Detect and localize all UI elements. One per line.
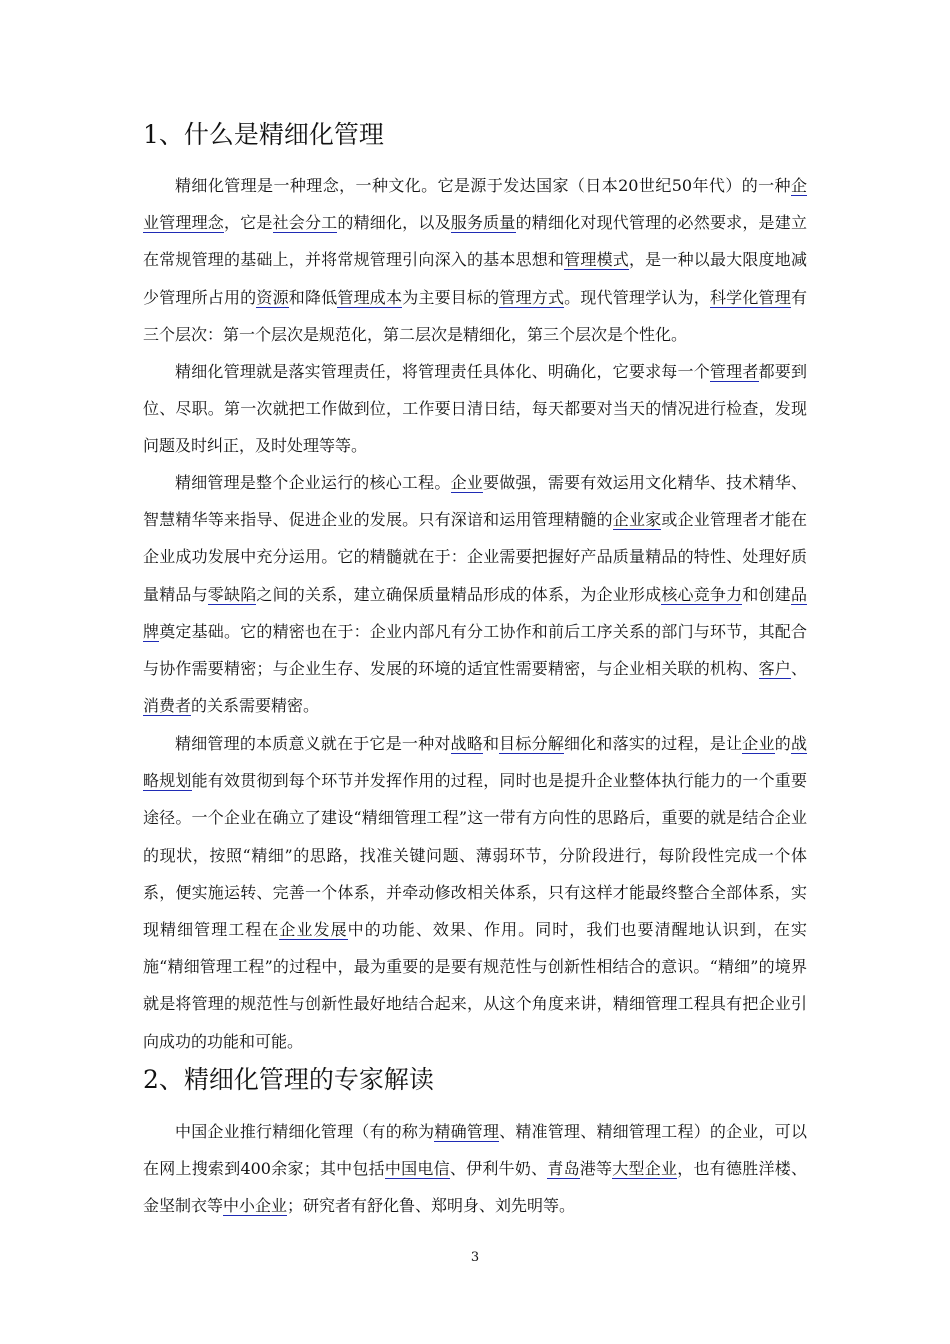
text-run: 和降低 xyxy=(288,287,338,307)
hyperlink[interactable]: 客户 xyxy=(758,659,791,679)
hyperlink[interactable]: 精确管理 xyxy=(434,1122,500,1141)
text-run: 或企业管理者才能在企业成功发展中充分运用。它的精髓就在于：企业需要把握好产品质量精品的特性、处理好质量精品与 xyxy=(143,510,807,604)
hyperlink[interactable]: 企业发展 xyxy=(279,920,348,940)
text-run: 奠定基础。它的精密也在于：企业内部凡有分工协作和前后工序关系的部门与环节，其配合与协作需要精密；与企业生存、发展的环境的适宜性需要精密，与企业相关联的机构、 xyxy=(143,621,807,679)
text-run: 港等 xyxy=(579,1159,613,1179)
hyperlink[interactable]: 企业管理理念 xyxy=(143,176,807,233)
text-run: ，是一种以最大限度地减少管理所占用的 xyxy=(143,250,807,307)
hyperlink[interactable]: 科学化管理 xyxy=(709,287,791,307)
section-1-heading: 1、什么是精细化管理 xyxy=(143,120,384,149)
hyperlink[interactable]: 服务质量 xyxy=(450,213,516,233)
hyperlink[interactable]: 青岛 xyxy=(547,1159,580,1179)
section-1-paragraph-4 xyxy=(143,725,807,1060)
hyperlink[interactable]: 管理方式 xyxy=(499,287,565,307)
hyperlink[interactable]: 核心竞争力 xyxy=(661,584,743,604)
text-run: ；研究者有舒化鲁、郑明身、刘先明等。 xyxy=(287,1196,576,1216)
text-run: 、精准管理、精细管理工程）的企业，可以在网上搜索到400余家；其中包括 xyxy=(143,1122,807,1179)
text-run: 有三个层次：第一个层次是规范化，第二层次是精细化，第三个层次是个性化。 xyxy=(143,287,807,344)
hyperlink[interactable]: 中小企业 xyxy=(223,1196,288,1216)
text-run: 、 xyxy=(790,659,807,679)
text-run: 为主要目标的 xyxy=(402,287,500,307)
text-run: 精细管理的本质意义就在于它是一种对 xyxy=(175,734,451,753)
text-run: 要做强，需要有效运用文化精华、技术精华、智慧精华等来指导、促进企业的发展。只有深谙和运用管理精髓的 xyxy=(143,473,807,530)
section-1-paragraph-3 xyxy=(143,464,807,724)
hyperlink[interactable]: 社会分工 xyxy=(272,213,338,233)
text-run: 的 xyxy=(774,734,791,753)
hyperlink[interactable]: 战略规划 xyxy=(143,734,807,791)
section-2-heading: 2、精细化管理的专家解读 xyxy=(143,1065,434,1094)
text-run: 和创建 xyxy=(742,584,791,604)
section-1-paragraph-1 xyxy=(143,167,807,353)
hyperlink[interactable]: 资源 xyxy=(256,287,289,307)
hyperlink[interactable]: 企业 xyxy=(450,473,483,492)
text-run: 、伊利牛奶、 xyxy=(449,1159,548,1179)
hyperlink[interactable]: 管理模式 xyxy=(564,250,629,270)
hyperlink[interactable]: 管理成本 xyxy=(337,287,403,307)
text-run: 精细化管理是一种理念，一种文化。它是源于发达国家（日本20世纪50年代）的一种 xyxy=(175,176,791,195)
text-run: 中国企业推行精细化管理（有的称为 xyxy=(175,1122,435,1141)
text-run: 和 xyxy=(482,734,500,753)
hyperlink[interactable]: 大型企业 xyxy=(612,1159,678,1179)
hyperlink[interactable]: 零缺陷 xyxy=(207,584,257,604)
page-number: 3 xyxy=(470,1250,480,1265)
hyperlink[interactable]: 战略 xyxy=(450,734,483,753)
text-run: 精细化管理就是落实管理责任，将管理责任具体化、明确化，它要求每一个 xyxy=(175,362,710,381)
section-2-paragraph-1 xyxy=(143,1113,807,1225)
hyperlink[interactable]: 消费者 xyxy=(143,696,192,716)
text-run: 精细管理是整个企业运行的核心工程。 xyxy=(175,473,451,492)
hyperlink[interactable]: 目标分解 xyxy=(499,734,565,753)
text-run: 的精细化，以及 xyxy=(337,213,451,233)
text-run: 。现代管理学认为， xyxy=(564,287,710,307)
text-run: ，也有德胜洋楼、金坚制衣等 xyxy=(143,1159,807,1216)
text-run: 都要到位、尽职。第一次就把工作做到位，工作要日清日结，每天都要对当天的情况进行检查，发现问题及时纠正，及时处理等等。 xyxy=(143,362,807,456)
text-run: 的关系需要精密。 xyxy=(191,696,320,716)
text-run: 之间的关系，建立确保质量精品形成的体系，为企业形成 xyxy=(256,584,662,604)
text-run: 能有效贯彻到每个环节并发挥作用的过程，同时也是提升企业整体执行能力的一个重要途径。一个企业在确立了建设“精细管理工程”这一带有方向性的思路后，重要的就是结合企业的现状，按照“精细”的思路，找准关键问题、薄弱环节，分阶段进行，每阶段性完成一个体系，便实施运转、完善一个体系，并牵动修改相关体系，只有这样才能最终整合全部体系，实现精细管理工程在 xyxy=(143,771,807,940)
section-1-paragraph-2 xyxy=(143,353,807,465)
hyperlink[interactable]: 企业 xyxy=(742,734,775,753)
hyperlink[interactable]: 企业家 xyxy=(612,510,662,530)
hyperlink[interactable]: 品牌 xyxy=(143,584,807,641)
text-run: 中的功能、效果、作用。同时，我们也要清醒地认识到，在实施“精细管理工程”的过程中，最为重要的是要有规范性与创新性相结合的意识。“精细”的境界就是将管理的规范性与创新性最好地结合起来，从这个角度来讲，精细管理工程具有把企业引向成功的功能和可能。 xyxy=(143,920,807,1051)
text-run: 的精细化对现代管理的必然要求，是建立在常规管理的基础上，并将常规管理引向深入的基本思想和 xyxy=(143,213,807,270)
text-run: ，它是 xyxy=(224,213,273,233)
text-run: 细化和落实的过程，是让 xyxy=(564,734,743,753)
hyperlink[interactable]: 中国电信 xyxy=(384,1159,450,1179)
hyperlink[interactable]: 管理者 xyxy=(709,362,759,381)
